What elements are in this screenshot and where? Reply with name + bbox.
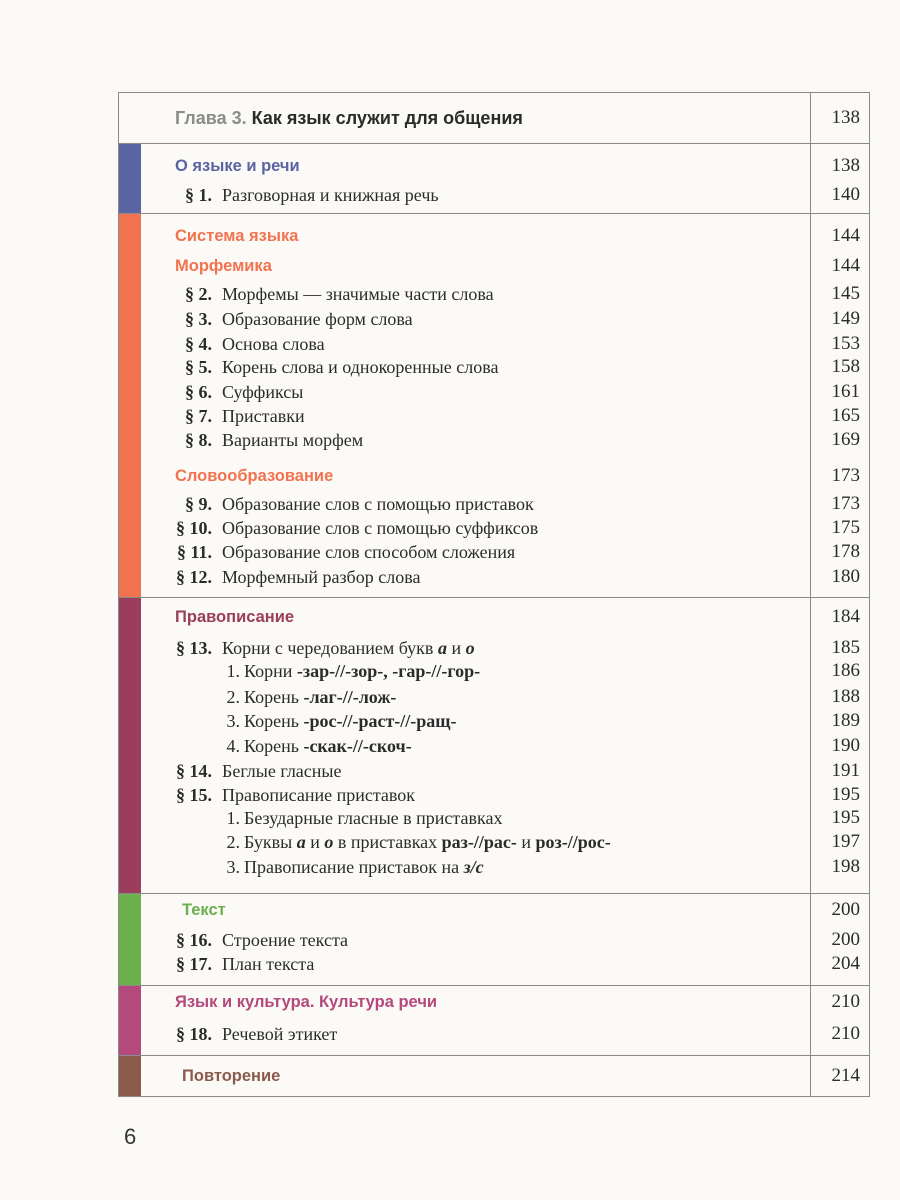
entry-title-part: о bbox=[324, 832, 334, 852]
entry-title bbox=[222, 565, 420, 589]
entry-title-part: -лаг-//-лож- bbox=[303, 687, 397, 707]
entry-title-part: Корень bbox=[244, 736, 304, 756]
page-number: 145 bbox=[831, 283, 860, 304]
page-number: 198 bbox=[831, 856, 860, 877]
page-number: 184 bbox=[831, 606, 860, 627]
entry-title bbox=[222, 428, 363, 452]
entry-title-part: раз-//рас- bbox=[441, 832, 517, 852]
entry-title-part: -зар-//-зор-, -гар-//-гор- bbox=[296, 661, 481, 681]
paragraph-number: § 10. bbox=[176, 518, 212, 538]
entry-title-part: Образование форм слова bbox=[222, 309, 413, 329]
subitem-number: 2. bbox=[226, 687, 240, 707]
page-number: 149 bbox=[831, 308, 860, 329]
entry-title bbox=[222, 183, 439, 207]
page-number: 140 bbox=[831, 184, 860, 205]
entry-title-part: Корни bbox=[244, 661, 297, 681]
page-number: 210 bbox=[831, 1023, 860, 1044]
entry-title bbox=[244, 659, 480, 683]
entry-title-part: Приставки bbox=[222, 406, 305, 426]
page-number: 195 bbox=[831, 807, 860, 828]
entry-title bbox=[244, 806, 502, 830]
entry-title bbox=[244, 734, 412, 758]
paragraph-number: § 18. bbox=[176, 1024, 212, 1044]
entry-title-part: Варианты морфем bbox=[222, 430, 364, 450]
paragraph-number: § 17. bbox=[176, 954, 212, 974]
entry-title-part: Суффиксы bbox=[222, 382, 304, 402]
entry-title-part: о bbox=[465, 638, 475, 658]
page-column-divider bbox=[810, 92, 811, 1097]
page-number: 169 bbox=[831, 429, 860, 450]
entry-title bbox=[175, 224, 298, 248]
entry-title bbox=[175, 254, 272, 278]
page-number: 204 bbox=[831, 953, 860, 974]
paragraph-number: § 3. bbox=[185, 309, 212, 329]
entry-title bbox=[175, 605, 294, 629]
page-number: 191 bbox=[831, 760, 860, 781]
entry-title bbox=[244, 685, 396, 709]
entry-title-part: Правописание bbox=[175, 608, 295, 626]
entry-title-part: Морфемы — значимые части слова bbox=[222, 284, 494, 304]
entry-title bbox=[222, 492, 534, 516]
entry-title-part: Словообразование bbox=[175, 467, 334, 485]
entry-title bbox=[222, 380, 303, 404]
entry-title bbox=[222, 404, 305, 428]
page-number: 138 bbox=[831, 155, 860, 176]
subitem-number: 3. bbox=[226, 857, 240, 877]
entry-title-part: Речевой этикет bbox=[222, 1024, 338, 1044]
entry-title bbox=[175, 464, 333, 488]
entry-title bbox=[182, 1064, 280, 1088]
page-number: 175 bbox=[831, 517, 860, 538]
paragraph-number: § 2. bbox=[185, 284, 212, 304]
entry-title bbox=[182, 898, 226, 922]
page-number: 173 bbox=[831, 465, 860, 486]
paragraph-number: § 15. bbox=[176, 785, 212, 805]
entry-title bbox=[222, 783, 415, 807]
entry-title bbox=[222, 928, 348, 952]
page-number: 178 bbox=[831, 541, 860, 562]
section-color-bar bbox=[119, 894, 141, 985]
page-number: 200 bbox=[831, 929, 860, 950]
page-number: 144 bbox=[831, 225, 860, 246]
paragraph-number: § 14. bbox=[176, 761, 212, 781]
section-color-bar bbox=[119, 144, 141, 213]
entry-title-part: з/с bbox=[463, 857, 484, 877]
paragraph-number: § 1. bbox=[185, 185, 212, 205]
page-number: 195 bbox=[831, 784, 860, 805]
entry-title-part: а bbox=[437, 638, 447, 658]
entry-title-part: -скак-//-скоч- bbox=[303, 736, 412, 756]
page-number: 161 bbox=[831, 381, 860, 402]
page-number: 214 bbox=[831, 1065, 860, 1086]
page-number: 173 bbox=[831, 493, 860, 514]
paragraph-number: § 12. bbox=[176, 567, 212, 587]
entry-title-part: Повторение bbox=[182, 1067, 281, 1085]
row-divider bbox=[118, 985, 870, 986]
page-number: 197 bbox=[831, 831, 860, 852]
page-number: 188 bbox=[831, 686, 860, 707]
entry-title-part: О языке и речи bbox=[175, 157, 300, 175]
page-number: 200 bbox=[831, 899, 860, 920]
page-number: 189 bbox=[831, 710, 860, 731]
entry-title bbox=[244, 709, 456, 733]
page-number: 185 bbox=[831, 637, 860, 658]
entry-title-part: Система языка bbox=[175, 227, 299, 245]
entry-title bbox=[244, 830, 611, 854]
entry-title-part: Корень bbox=[244, 687, 304, 707]
paragraph-number: § 11. bbox=[176, 542, 212, 562]
entry-title bbox=[175, 154, 300, 178]
row-divider bbox=[118, 1055, 870, 1056]
entry-title bbox=[222, 1022, 337, 1046]
entry-title-part: План текста bbox=[222, 954, 315, 974]
entry-title bbox=[175, 990, 437, 1014]
entry-title-part: Корень bbox=[244, 711, 304, 731]
entry-title bbox=[222, 355, 498, 379]
entry-title-part: Текст bbox=[182, 901, 226, 919]
entry-title bbox=[222, 759, 342, 783]
entry-title-part: Безударные гласные в приставках bbox=[244, 808, 503, 828]
entry-title bbox=[222, 282, 494, 306]
paragraph-number: § 16. bbox=[176, 930, 212, 950]
page-number: 138 bbox=[831, 107, 860, 128]
entry-title-part: и bbox=[305, 832, 325, 852]
chapter-prefix: Глава 3. bbox=[175, 108, 247, 128]
entry-title-part: -рос-//-раст-//-ращ- bbox=[303, 711, 457, 731]
entry-title-part: Правописание приставок bbox=[222, 785, 416, 805]
chapter-name: Как язык служит для общения bbox=[251, 108, 523, 128]
subitem-number: 3. bbox=[226, 711, 240, 731]
subitem-number: 1. bbox=[226, 808, 240, 828]
row-divider bbox=[118, 893, 870, 894]
page-number: 186 bbox=[831, 660, 860, 681]
entry-title-part: Буквы bbox=[244, 832, 297, 852]
entry-title-part: Образование слов способом сложения bbox=[222, 542, 516, 562]
entry-title-part: Корень слова и однокоренные слова bbox=[222, 357, 499, 377]
entry-title-part: Строение текста bbox=[222, 930, 349, 950]
entry-title-part: Морфемика bbox=[175, 257, 272, 275]
entry-title-part: роз-//рос- bbox=[535, 832, 611, 852]
entry-title-part: Образование слов с помощью приставок bbox=[222, 494, 534, 514]
entry-title bbox=[222, 332, 325, 356]
row-divider bbox=[118, 597, 870, 598]
paragraph-number: § 13. bbox=[176, 638, 212, 658]
subitem-number: 4. bbox=[226, 736, 240, 756]
page-number: 153 bbox=[831, 333, 860, 354]
page-number: 210 bbox=[831, 991, 860, 1012]
entry-title bbox=[222, 307, 413, 331]
entry-title-part: Образование слов с помощью суффиксов bbox=[222, 518, 539, 538]
entry-title-part: Правописание приставок на bbox=[244, 857, 464, 877]
paragraph-number: § 4. bbox=[185, 334, 212, 354]
paragraph-number: § 7. bbox=[185, 406, 212, 426]
section-color-bar bbox=[119, 214, 141, 597]
section-color-bar bbox=[119, 986, 141, 1055]
entry-title-part: а bbox=[296, 832, 306, 852]
entry-title-part: и bbox=[516, 832, 536, 852]
entry-title-part: в приставках bbox=[333, 832, 442, 852]
row-divider bbox=[118, 143, 870, 144]
entry-title bbox=[222, 516, 538, 540]
entry-title-part: Корни с чередованием букв bbox=[222, 638, 438, 658]
page-number: 180 bbox=[831, 566, 860, 587]
entry-title bbox=[222, 636, 475, 660]
section-color-bar bbox=[119, 1056, 141, 1096]
entry-title bbox=[222, 540, 515, 564]
subitem-number: 2. bbox=[226, 832, 240, 852]
section-color-bar bbox=[119, 598, 141, 893]
paragraph-number: § 8. bbox=[185, 430, 212, 450]
page-number: 190 bbox=[831, 735, 860, 756]
paragraph-number: § 9. bbox=[185, 494, 212, 514]
entry-title-part: и bbox=[446, 638, 466, 658]
page-number: 165 bbox=[831, 405, 860, 426]
entry-title-part: Разговорная и книжная речь bbox=[222, 185, 439, 205]
chapter-title bbox=[175, 106, 523, 130]
entry-title-part: Язык и культура. Культура речи bbox=[175, 993, 438, 1011]
entry-title-part: Морфемный разбор слова bbox=[222, 567, 421, 587]
subitem-number: 1. bbox=[226, 661, 240, 681]
row-divider bbox=[118, 213, 870, 214]
folio-page-number: 6 bbox=[124, 1124, 137, 1149]
page-number: 158 bbox=[831, 356, 860, 377]
entry-title bbox=[222, 952, 314, 976]
entry-title-part: Основа слова bbox=[222, 334, 325, 354]
entry-title bbox=[244, 855, 484, 879]
entry-title-part: Беглые гласные bbox=[222, 761, 342, 781]
paragraph-number: § 5. bbox=[185, 357, 212, 377]
paragraph-number: § 6. bbox=[185, 382, 212, 402]
page-number: 144 bbox=[831, 255, 860, 276]
